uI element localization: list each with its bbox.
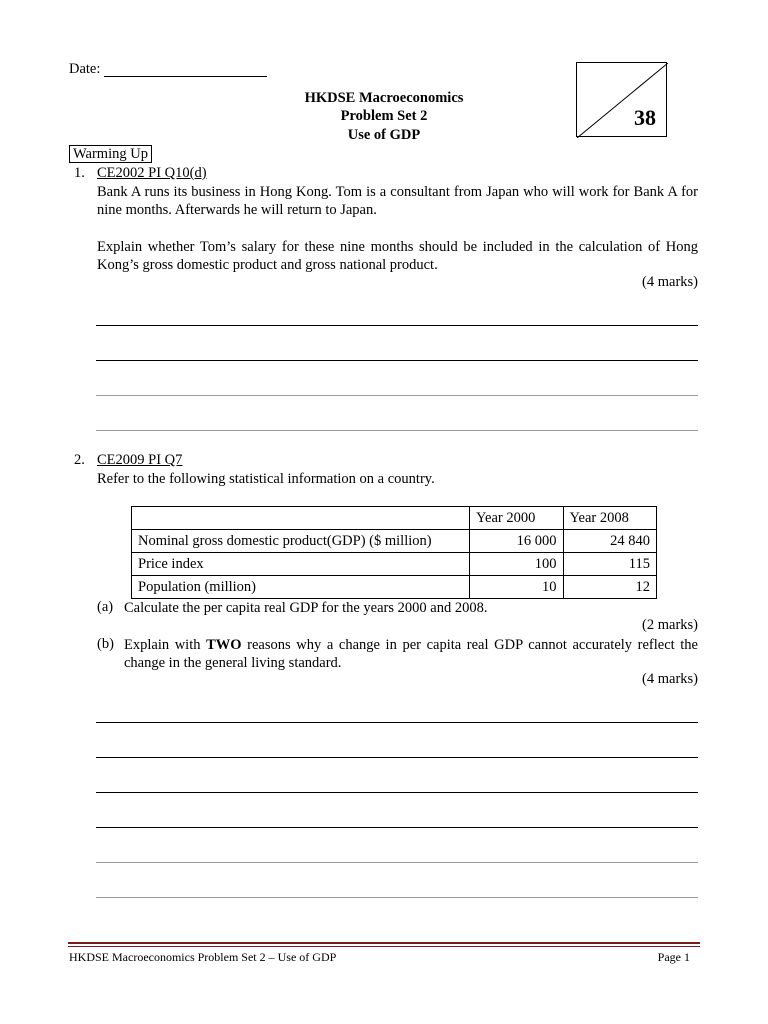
score-box [576, 62, 667, 137]
table-header-cell: Year 2008 [563, 507, 657, 530]
footer-rule [68, 946, 700, 947]
question-2a-marks: (2 marks) [642, 617, 698, 633]
date-blank-line[interactable] [104, 76, 267, 77]
question-2-number: 2. [74, 452, 85, 468]
answer-line[interactable] [96, 722, 698, 723]
table-row [132, 576, 657, 599]
table-cell: Price index [132, 553, 470, 576]
question-2b-label: (b) [97, 636, 114, 652]
answer-line[interactable] [96, 792, 698, 793]
footer-page-number: Page 1 [657, 950, 690, 964]
table-header-cell: Year 2000 [470, 507, 564, 530]
date-label: Date: [69, 61, 101, 77]
table-cell: 100 [470, 553, 564, 576]
document-topic: Use of GDP [347, 127, 421, 143]
document-subtitle: Problem Set 2 [340, 108, 428, 124]
question-2b-text-end: reasons why a change in per capita real GDP cannot accurately reflect the change in the general living standard. [124, 637, 698, 671]
question-1-paragraph-2: Explain whether Tom’s salary for these nine months should be included in the calculation of Hong Kong’s gross domestic product and gross national product. [97, 239, 698, 273]
table-row [132, 553, 657, 576]
question-2b-marks: (4 marks) [642, 671, 698, 687]
document-title: HKDSE Macroeconomics [304, 90, 464, 106]
answer-line[interactable] [96, 827, 698, 828]
table-cell: Nominal gross domestic product(GDP) ($ million) [132, 530, 470, 553]
table-cell: 115 [563, 553, 657, 576]
question-2b-text-start: Explain with [124, 637, 207, 653]
question-2b-text [124, 636, 698, 672]
answer-line[interactable] [96, 395, 698, 396]
table-cell: 10 [470, 576, 564, 599]
question-2-reference: CE2009 PI Q7 [97, 452, 183, 468]
answer-line[interactable] [96, 862, 698, 863]
question-1-reference: CE2002 PI Q10(d) [97, 165, 207, 181]
table-row [132, 530, 657, 553]
question-2a-text: Calculate the per capita real GDP for the years 2000 and 2008. [124, 600, 488, 616]
question-1-paragraph-1: Bank A runs its business in Hong Kong. Tom is a consultant from Japan who will work for Bank A for nine months. Afterwards he will return to Japan. [97, 184, 698, 218]
question-1-marks: (4 marks) [642, 274, 698, 290]
answer-line[interactable] [96, 430, 698, 431]
section-label-warming-up: Warming Up [69, 145, 152, 163]
question-2-intro: Refer to the following statistical information on a country. [97, 471, 435, 487]
footer-rule [68, 942, 700, 944]
table-header-row [132, 507, 657, 530]
footer-document-title: HKDSE Macroeconomics Problem Set 2 – Use of GDP [69, 950, 337, 964]
statistics-table [131, 506, 657, 599]
question-2b-emphasis: TWO [206, 637, 242, 653]
table-cell: 24 840 [563, 530, 657, 553]
question-2a-label: (a) [97, 599, 114, 615]
answer-line[interactable] [96, 360, 698, 361]
question-1-number: 1. [74, 165, 85, 181]
table-cell: 12 [563, 576, 657, 599]
score-value: 38 [634, 105, 656, 130]
table-cell: Population (million) [132, 576, 470, 599]
answer-line[interactable] [96, 325, 698, 326]
answer-line[interactable] [96, 897, 698, 898]
table-header-cell [132, 507, 470, 530]
table-cell: 16 000 [470, 530, 564, 553]
answer-line[interactable] [96, 757, 698, 758]
